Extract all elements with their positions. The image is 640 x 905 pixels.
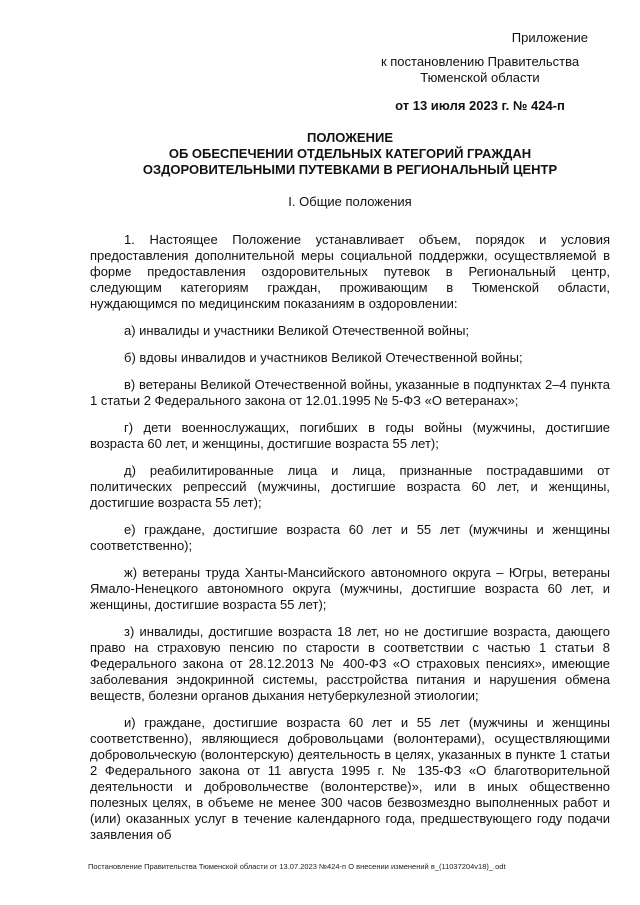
section-heading: I. Общие положения [288,194,412,209]
resolution-ref: к постановлению Правительства [380,54,580,69]
title-line: ПОЛОЖЕНИЕ [306,130,394,145]
paragraph: б) вдовы инвалидов и участников Великой Отечественной войны; [124,350,523,365]
paragraph: г) дети военнослужащих, погибших в годы войны (мужчины, достигшие возраста 60 лет, и женщины, достигшие возраста 55 лет); [90,420,610,451]
paragraph: з) инвалиды, достигшие возраста 18 лет, но не достигшие возраста, дающего право на страховую пенсию по старости в соответствии с частью 1 статьи 8 Федерального закона от 28.12.2013 № 400-ФЗ «О страховых пенсиях», имеющие заболевания эндокринной системы, расстройства питания и нарушения обмена веществ, болезни органов дыхания нетуберкулезной этиологии; [90,624,610,703]
paragraph: д) реабилитированные лица и лица, признанные пострадавшими от политических репрессий (мужчины, достигшие возраста 60 лет, и женщины, достигшие возраста 55 лет); [90,463,610,510]
resolution-date: от 13 июля 2023 г. № 424-п [395,98,565,113]
paragraph: и) граждане, достигшие возраста 60 лет и 55 лет (мужчины и женщины соответственно), являющиеся добровольцами (волонтерами), осуществляющими добровольческую (волонтерскую) деятельность в целях, указанных в пункте 1 статьи 2 Федерального закона от 11 августа 1995 г. № 135-ФЗ «О благотворительной деятельности и добровольчестве (волонтерстве)», или в иных общественно полезных целях, в объеме не менее 300 часов безвозмездно выполненных работ и (или) оказанных услуг в течение календарного года, предшествующего году подачи заявления об [90,715,610,842]
title-line: ОБ ОБЕСПЕЧЕНИИ ОТДЕЛЬНЫХ КАТЕГОРИЙ ГРАЖДАН [168,146,532,161]
paragraph: а) инвалиды и участники Великой Отечественной войны; [124,323,470,338]
document-title [90,130,610,178]
paragraph: ж) ветераны труда Ханты-Мансийского автономного округа – Югры, ветераны Ямало-Ненецкого автономного округа (мужчины, достигшие возраста 60 лет, и женщины, достигшие возраста 55 лет); [90,565,610,612]
paragraph: е) граждане, достигшие возраста 60 лет и 55 лет (мужчины и женщины соответственно); [90,522,610,553]
document-body [90,232,610,854]
paragraph: в) ветераны Великой Отечественной войны, указанные в подпунктах 2–4 пункта 1 статьи 2 Федерального закона от 12.01.1995 № 5-ФЗ «О ветеранах»; [90,377,610,408]
appendix-label: Приложение [511,30,588,45]
title-line: ОЗДОРОВИТЕЛЬНЫМИ ПУТЕВКАМИ В РЕГИОНАЛЬНЫЙ ЦЕНТР [142,162,558,177]
region-name: Тюменской области [420,70,540,85]
appendix-header [360,30,600,114]
paragraph: 1. Настоящее Положение устанавливает объем, порядок и условия предоставления дополнительной меры социальной поддержки, осуществляемой в форме предоставления оздоровительных путевок в Региональный центр, следующим категориям граждан, проживающим в Тюменской области, нуждающимся по медицинским показаниям в оздоровлении: [90,232,610,311]
file-footer: Постановление Правительства Тюменской области от 13.07.2023 №424-п О внесении изменений в_(11037204v18)_.odt [88,862,506,871]
